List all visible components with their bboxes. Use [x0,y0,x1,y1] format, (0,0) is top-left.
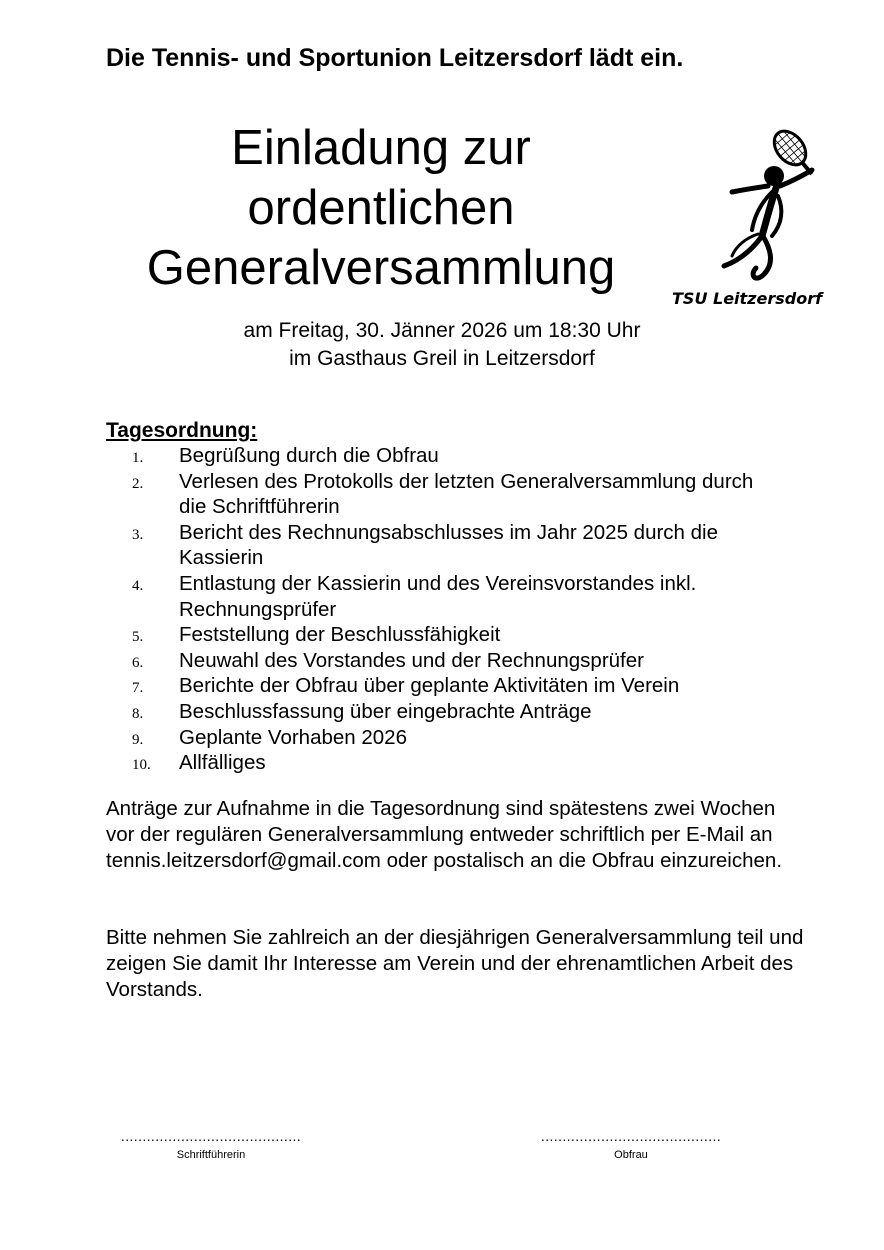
agenda-item [106,673,786,699]
agenda-item-number: 9. [132,731,144,748]
agenda-item [106,571,786,622]
event-date: am Freitag, 30. Jänner 2026 um 18:30 Uhr [243,319,641,342]
closing-paragraph: Bitte nehmen Sie zahlreich an der diesjährigen Generalversammlung teil und zeigen Sie damit Ihr Interesse am Verein und der ehrenamtlichen Arbeit des Vorstands. [106,926,804,1001]
signature-label-secretary: Schriftführerin [176,1149,246,1161]
agenda-item [106,725,786,751]
event-info [180,317,704,373]
agenda-item-number: 4. [132,577,144,594]
agenda-item-number: 1. [132,450,144,466]
agenda-list [106,443,786,776]
agenda-item-text: Bericht des Rechnungsabschlusses im Jahr 2025 durch die Kassierin [179,520,718,570]
title-line-3: Generalversammlung [146,241,616,295]
tennis-player-icon [712,126,822,291]
signature-label-chairwoman: Obfrau [614,1149,648,1161]
title-line-2: ordentlichen [247,181,515,235]
agenda-item-text: Berichte der Obfrau über geplante Aktivitäten im Verein [179,674,680,698]
title-line-1: Einladung zur [231,121,531,175]
signature-chairwoman [526,1128,736,1162]
signature-line: .......................................... [540,1128,722,1144]
agenda-item [106,469,786,520]
agenda-item-number: 6. [132,654,144,671]
agenda-item [106,750,786,776]
agenda-item-text: Feststellung der Beschlussfähigkeit [179,623,501,647]
event-location: im Gasthaus Greil in Leitzersdorf [289,347,595,370]
agenda-item-text: Beschlussfassung über eingebrachte Anträge [179,699,592,723]
club-logo [672,126,842,311]
agenda-item-text: Entlastung der Kassierin und des Vereinsvorstandes inkl. Rechnungsprüfer [179,571,697,621]
signature-secretary [106,1128,316,1162]
agenda-item-text: Begrüßung durch die Obfrau [179,444,439,467]
signature-line: .......................................... [120,1128,302,1144]
agenda-item-number: 8. [132,705,144,722]
invitation-line: Die Tennis- und Sportunion Leitzersdorf lädt ein. [106,44,684,72]
agenda-item-number: 10. [132,757,151,774]
agenda-item-number: 3. [132,526,144,543]
agenda-item [106,699,786,725]
agenda-item-number: 2. [132,475,144,492]
agenda-item-text: Neuwahl des Vorstandes und der Rechnungsprüfer [179,648,644,672]
logo-text: TSU Leitzersdorf [672,289,823,308]
page-title [100,118,662,298]
agenda-item [106,443,786,469]
agenda-item-number: 7. [132,680,144,697]
agenda-item [106,648,786,674]
agenda-item-text: Geplante Vorhaben 2026 [179,725,407,749]
agenda-item-text: Allfälliges [179,751,266,775]
agenda-item [106,622,786,648]
agenda-item-number: 5. [132,629,144,646]
motions-paragraph: Anträge zur Aufnahme in die Tagesordnung sind spätestens zwei Wochen vor der regulären Generalversammlung entweder schriftlich per E-Mail an tennis.leitzersdorf@gmail.com oder postalisch an die Obfrau einzureichen. [106,797,783,872]
agenda-heading: Tagesordnung: [106,419,258,442]
agenda-item-text: Verlesen des Protokolls der letzten Generalversammlung durch die Schriftführerin [179,469,754,519]
agenda-item [106,520,786,571]
